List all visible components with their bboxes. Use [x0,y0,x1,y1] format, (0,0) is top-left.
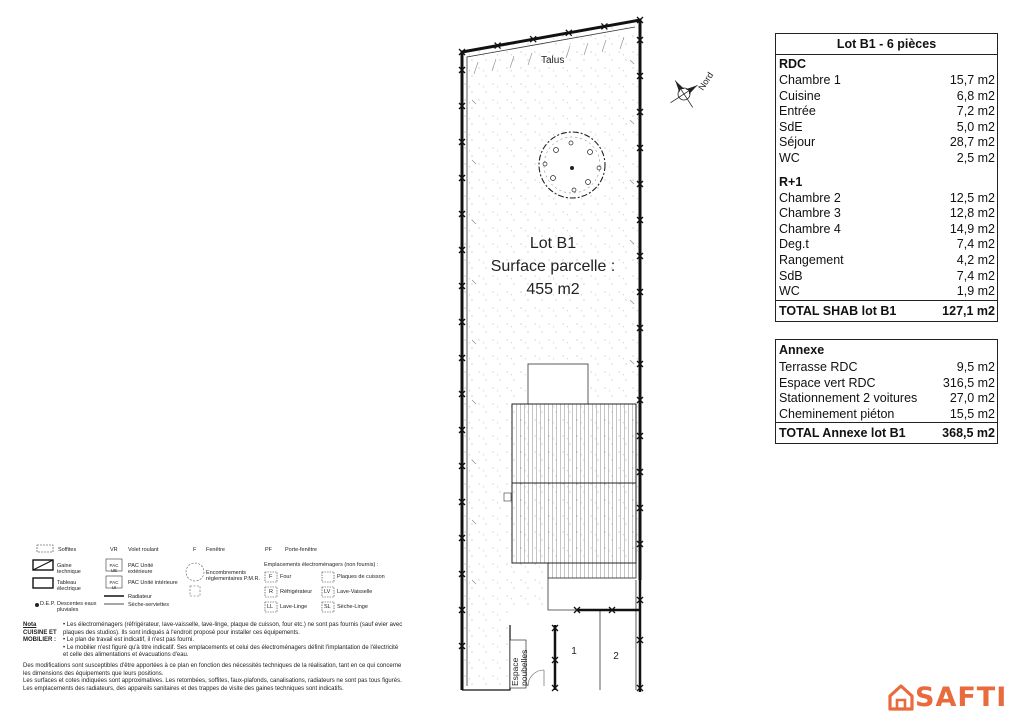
row-label: Cuisine [779,88,821,103]
total-value: 368,5 m2 [942,426,995,441]
notes-para-3: Les emplacements des radiateurs, des appareils sanitaires et des trappes de visite des gaines techniques sont indicatifs. [23,685,344,692]
section-rdc-title: RDC [779,57,807,71]
legend-lave-linge: Lave-Linge [280,604,308,610]
legend-code-lv: LV [324,589,331,595]
row-label: Deg.t [779,237,809,252]
table-row [776,222,997,238]
house-logo-icon [887,683,915,711]
legend-radiateur: Radiateur [128,594,152,600]
legend-seche-serviettes: Sèche-serviettes [128,602,169,608]
legend-f: F [193,547,197,553]
brand-name: SAFTI [915,681,1008,713]
row-label: SdB [779,268,803,283]
table-row [776,284,997,300]
row-label: Espace vert RDC [779,375,876,390]
table-total-row [776,422,997,443]
legend-soffites: Soffites [58,547,77,553]
legend-four: Four [280,574,292,580]
section-r1-title: R+1 [779,174,803,189]
row-label: Rangement [779,252,844,267]
parking-space-2: 2 [613,651,619,662]
row-value: 14,9 m2 [949,221,995,236]
table-row [776,206,997,222]
legend-vr: VR [110,547,118,553]
legend-encombrements: Encombrements réglementaires P.M.R. [206,570,261,582]
annex-title: Annexe [779,343,825,357]
row-value: 316,5 m2 [942,375,995,390]
bin-label-1: Espace [510,657,520,686]
legend-code-f: F [269,574,273,580]
row-value: 27,0 m2 [949,391,995,406]
table-row [776,407,997,423]
table-row [776,391,997,407]
notes-bullet-2: • Le plan de travail est indicatif, il n'est pas fourni. [63,637,194,644]
surface-label: Surface parcelle : [490,258,616,275]
notes-nota: Nota [23,622,37,628]
row-label: Cheminement piéton [779,406,895,421]
legend-volet: Volet roulant [128,547,159,553]
terrace [528,364,588,404]
legend-code-r: R [269,589,273,595]
table-row [776,89,997,105]
legend-pac-ui-code: PAC UI [109,580,119,590]
row-value: 1,9 m2 [956,284,995,299]
row-label: WC [779,284,800,299]
bin-label-2: poubelles [519,649,529,686]
table-row [776,237,997,253]
total-value: 127,1 m2 [942,303,995,318]
notes-cuisine: CUISINE ET [23,629,57,636]
row-label: Stationnement 2 voitures [779,391,918,406]
table-row [776,269,997,285]
row-value: 4,2 m2 [956,252,995,267]
surface-value: 455 m2 [526,281,580,298]
legend-tableau: Tableau électrique [57,580,81,592]
row-label: Chambre 2 [779,190,841,205]
north-arrow-icon [662,72,706,116]
table-title: Lot B1 - 6 pièces [776,34,997,55]
row-label: Entrée [779,104,816,119]
total-label: TOTAL Annexe lot B1 [779,426,906,441]
row-label: Chambre 4 [779,221,841,236]
legend-pf: PF [265,547,273,553]
house-annex [548,563,636,578]
row-label: Séjour [779,135,816,150]
row-label: Terrasse RDC [779,360,858,374]
annex-table [775,339,998,444]
notes-block [23,622,403,693]
row-value: 15,5 m2 [949,406,995,421]
table-row [776,360,997,376]
row-value: 7,2 m2 [956,104,995,119]
table-row [776,191,997,207]
table-row [776,73,997,89]
row-value: 7,4 m2 [956,268,995,283]
tree-icon [539,132,605,198]
notes-bullet-3: • Le mobilier n'est figuré qu'à titre indicatif. Ses emplacements et celui des électroménagers définit l'implantation de l'électricité et celle des alimentations et évacuations d'eau. [63,644,399,659]
legend-pac-ue-code: PAC UE [109,563,119,573]
notes-bullet-1: • Les électroménagers (réfrigérateur, lave-vaisselle, lave-linge, plaque de cuisson, four etc.) ne sont pas fournis (sauf evier avec plaques des studios). Ils sont indiqués à l'endroit proposé pour installer ces équipements. [63,622,403,636]
legend-plaques: Plaques de cuisson [337,574,385,580]
parking-space-1: 1 [571,646,577,657]
row-value: 12,8 m2 [949,206,995,221]
lot-label: Lot B1 [529,235,577,252]
table-row [776,104,997,120]
north-label: Nord [696,70,716,93]
row-value: 12,5 m2 [949,190,995,205]
legend-porte-fenetre: Porte-fenêtre [285,547,318,553]
surface-table [775,33,998,322]
legend-descentes: Descentes eaux pluviales [57,601,97,613]
table-row [776,120,997,136]
legend-fenetre: Fenêtre [206,547,225,553]
row-value: 15,7 m2 [949,73,995,87]
row-value: 6,8 m2 [956,88,995,103]
row-value: 7,4 m2 [956,237,995,252]
legend-dep: D.E.P. [40,601,56,607]
row-value: 9,5 m2 [956,360,995,374]
row-label: SdE [779,119,803,134]
table-row [776,376,997,392]
house-roof-upper [512,404,636,483]
notes-para-1: Des modifications sont susceptibles d'être apportées à ce plan en fonction des nécessités techniques de la réalisation, tant en ce qui concerne les dimensions des équipements que leurs positions. [23,662,402,677]
table-total-row [776,300,997,321]
table-row [776,135,997,151]
row-value: 5,0 m2 [956,119,995,134]
row-label: Chambre 1 [779,73,841,87]
notes-mobilier: MOBILIER : [23,637,56,644]
legend-emplacements: Emplacements électroménagers (non fournis) : [264,562,379,568]
legend-lave-vaisselle: Lave-Vaisselle [337,589,373,595]
safti-logo [887,681,1007,713]
legend-pac-ui: PAC Unité intérieure [128,580,178,586]
legend-code-sl: SL [324,604,331,610]
row-value: 2,5 m2 [956,150,995,165]
legend-code-ll: LL [267,604,274,610]
table-row [776,253,997,269]
house-roof-lower [512,483,636,563]
legend-refrigerateur: Réfrigérateur [280,589,313,595]
parcel-area [462,20,640,690]
table-row [776,151,997,167]
legend-seche-linge: Sèche-Linge [337,604,368,610]
row-label: Chambre 3 [779,206,841,221]
notes-para-2: Les surfaces et cotes indiquées sont approximatives. Les retombées, soffites, faux-plafonds, canalisations, radiateurs ne sont pas tous figurés. [23,678,402,685]
legend-pac-ue: PAC Unité extérieure [128,563,154,575]
total-label: TOTAL SHAB lot B1 [779,303,897,318]
row-value: 28,7 m2 [949,135,995,150]
talus-label: Talus [541,55,565,66]
legend-gaine: Gaine technique [57,563,81,575]
row-label: WC [779,150,800,165]
